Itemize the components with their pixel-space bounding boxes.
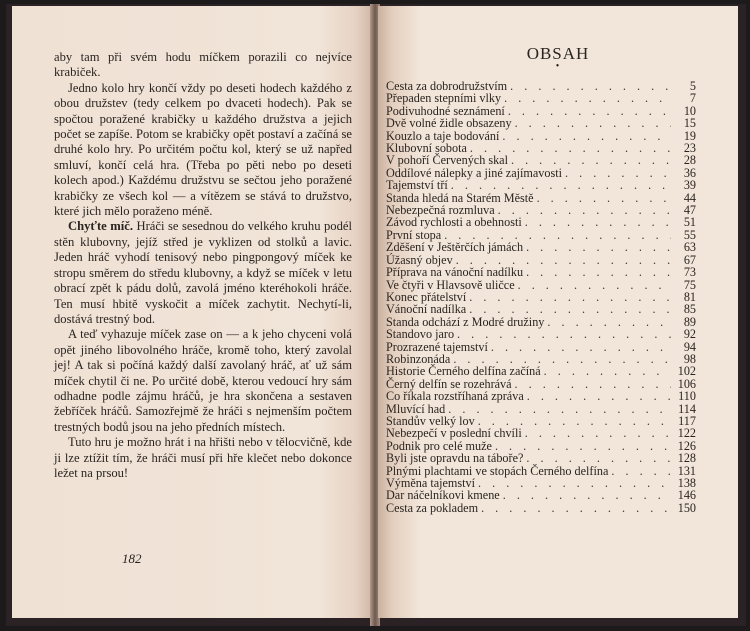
toc-entry-title: Robinzonáda (386, 351, 451, 366)
toc-entry-page: 51 (683, 215, 696, 230)
toc-leader-dots (518, 279, 671, 291)
toc-entry-title: Klubovní sobota (386, 141, 467, 156)
toc-leader-dots (491, 341, 671, 353)
toc-entry-title: Prozrazené tajemství (386, 339, 488, 354)
toc-entry-page: 117 (678, 413, 696, 428)
toc-entry-title: Standa hledá na Starém Městě (386, 190, 534, 205)
left-page-text (54, 50, 352, 481)
toc-entry-title: V pohoří Červených skal (386, 153, 508, 168)
toc-entry (386, 365, 696, 377)
toc-entry-title: Nebezpečná rozmluva (386, 203, 495, 218)
toc-entry-title: Cesta za dobrodružstvím (386, 79, 508, 93)
toc-leader-dots (503, 489, 671, 501)
toc-entry-title: Plnými plachtami ve stopách Černého delfína (386, 463, 609, 478)
toc-leader-dots (502, 130, 671, 142)
toc-entry-page: 10 (683, 103, 696, 118)
toc-entry-title: Mluvící had (386, 401, 446, 416)
toc-entry-page: 73 (683, 265, 696, 280)
toc-entry-title: Černý delfín se rozehrává (386, 376, 512, 391)
toc-leader-dots (457, 328, 671, 340)
toc-entry-title: Zděšení v Ještěrčích jámách (386, 240, 524, 255)
right-page (378, 6, 738, 618)
toc-entry-page: 36 (683, 165, 696, 180)
toc-leader-dots (469, 291, 671, 303)
toc-leader-dots (478, 477, 671, 489)
toc-entry-page: 114 (678, 401, 696, 416)
toc-leader-dots (469, 303, 671, 315)
toc-entry-title: Podivuhodné seznámení (386, 103, 505, 118)
page-number: 182 (122, 551, 142, 566)
toc-entry-title: Konec přátelství (386, 289, 467, 304)
toc-entry-title: Závod rychlosti a obehnosti (386, 215, 522, 230)
toc-entry-page: 89 (683, 314, 696, 329)
toc-entry-title: Kouzlo a taje bodování (386, 128, 500, 143)
toc-entry-page: 63 (683, 240, 696, 255)
toc-entry (386, 241, 696, 253)
left-page (12, 6, 374, 618)
toc-entry-page: 102 (677, 364, 696, 379)
toc-entry-title: Příprava na vánoční nadílku (386, 265, 524, 280)
toc-entry-page: 15 (683, 116, 696, 131)
toc-leader-dots (611, 465, 671, 477)
toc-entry-page: 23 (683, 141, 696, 156)
toc-entry-title: Dvě volné židle obsazeny (386, 116, 512, 131)
toc-entry-page: 131 (677, 463, 696, 478)
toc-leader-dots (525, 216, 671, 228)
open-book (6, 4, 746, 626)
toc-entry-title: Oddílové nálepky a jiné zajímavosti (386, 165, 562, 180)
toc-entry-page: 98 (683, 351, 696, 366)
toc-entry-title: Cesta za pokladem (386, 500, 479, 515)
toc-leader-dots (525, 427, 671, 439)
toc-entry-page: 47 (683, 203, 696, 218)
toc-heading (378, 44, 738, 70)
toc-entry-title: Vánoční nadílka (386, 302, 467, 317)
toc-leader-dots (526, 452, 671, 464)
table-of-contents (386, 80, 696, 514)
ornament-dot: • (555, 61, 561, 72)
toc-entry-title: Standovo jaro (386, 327, 455, 342)
toc-entry-title: Přepaden stepními vlky (386, 91, 502, 106)
toc-entry-page: 85 (683, 302, 696, 317)
toc-entry-title: Co říkala rozstříhaná zpráva (386, 389, 524, 404)
toc-title: OBSAH (526, 44, 590, 63)
toc-entry (386, 328, 696, 340)
toc-leader-dots (481, 502, 671, 514)
toc-entry (386, 266, 696, 278)
toc-entry-page: 67 (683, 252, 696, 267)
paragraph: A teď vyhazuje míček zase on — a k jeho chyceni volá opět jiného libovolného hráče, kromě toho, který zavolal jej! A tak si počíná každý další zavolaný hráč, ať už sám míček chytil či ne. Po určité době, kterou vedoucí hry sám odhadne podle zájmu hráčů, je hra skončena a sestaven žebříček hráčů. Samozřejmě že hráči s nejmenším počtem trestných bodů jsou na jeho předních místech. (54, 327, 352, 434)
toc-leader-dots (526, 266, 671, 278)
section-paragraph (54, 219, 352, 327)
toc-entry-page: 92 (683, 327, 696, 342)
toc-entry-title: Tajemství tří (386, 178, 448, 193)
toc-entry-title: Standa odchází z Modré družiny (386, 314, 545, 329)
paragraph: Tuto hru je možno hrát i na hřišti nebo v tělocvičně, kde ji lze ztížit tím, že hráči musí při hře klečet nebo dokonce ležet na prsou! (54, 435, 352, 480)
toc-entry-page: 7 (689, 91, 696, 106)
toc-entry (386, 427, 696, 439)
toc-entry (386, 216, 696, 228)
toc-entry-title: Ve čtyři v Hlavsově uličce (386, 277, 515, 292)
toc-leader-dots (547, 316, 671, 328)
toc-entry (386, 390, 696, 402)
toc-entry (386, 117, 696, 129)
toc-entry-page: 75 (683, 277, 696, 292)
toc-leader-dots (565, 167, 671, 179)
toc-leader-dots (511, 154, 671, 166)
section-title: Chyťte míč. (68, 219, 133, 234)
toc-entry (386, 489, 696, 501)
toc-entry (386, 502, 696, 514)
toc-leader-dots (504, 92, 671, 104)
toc-entry-page: 126 (677, 438, 696, 453)
toc-entry-title: Nebezpečí v poslední chvíli (386, 426, 522, 441)
toc-leader-dots (498, 204, 671, 216)
toc-entry-page: 94 (683, 339, 696, 354)
toc-entry-title: Podnik pro celé muže (386, 438, 492, 453)
toc-entry-page: 19 (683, 128, 696, 143)
toc-entry-page: 110 (678, 389, 696, 404)
toc-leader-dots (544, 365, 671, 377)
toc-entry (386, 92, 696, 104)
toc-entry-page: 128 (677, 451, 696, 466)
toc-leader-dots (537, 192, 671, 204)
toc-entry-title: Výměna tajemství (386, 476, 476, 490)
toc-entry-page: 55 (683, 227, 696, 242)
toc-leader-dots (526, 241, 671, 253)
toc-entry (386, 303, 696, 315)
toc-entry (386, 154, 696, 166)
toc-entry-page: 5 (689, 79, 696, 93)
toc-entry-page: 106 (677, 376, 696, 391)
toc-entry-page: 146 (677, 488, 696, 503)
toc-entry-title: Standův velký lov (386, 413, 475, 428)
toc-leader-dots (510, 80, 671, 92)
toc-entry-title: Historie Černého delfína začíná (386, 364, 541, 379)
toc-leader-dots (515, 117, 671, 129)
toc-entry-page: 138 (677, 476, 696, 490)
toc-entry-page: 81 (683, 289, 696, 304)
toc-entry-page: 122 (677, 426, 696, 441)
toc-entry-title: Dar náčelníkovi kmene (386, 488, 500, 503)
toc-leader-dots (448, 403, 671, 415)
toc-entry-title: Byli jste opravdu na táboře? (386, 451, 524, 466)
toc-leader-dots (515, 378, 671, 390)
toc-entry-page: 44 (683, 190, 696, 205)
toc-entry-title: První stopa (386, 227, 442, 242)
toc-entry-page: 150 (677, 500, 696, 515)
toc-entry-page: 28 (683, 153, 696, 168)
toc-entry (386, 179, 696, 191)
toc-entry (386, 452, 696, 464)
toc-leader-dots (451, 179, 671, 191)
toc-leader-dots (527, 390, 671, 402)
paragraph: Jedno kolo hry končí vždy po deseti hodech každého z obou družstev (tedy celkem po dvaceti hodech). Pak se spočtou poražené krabičky u každého družstva a jejich počet se zapíše. Potom se krabičky opět postaví a začíná se druhé kolo hry. Po určitém počtu kol, který se už napřed smluví, končí celá hra. (Třeba po pěti nebo po deseti kolech apod.) Každému družstvu se sečtou jeho poražené krabičky ze všech kol — a vítězem se stává to družstvo, které jich mělo poraženo méně. (54, 80, 352, 219)
toc-entry-page: 39 (683, 178, 696, 193)
paragraph: Hráči se sesednou do velkého kruhu podél stěn klubovny, jejíž střed je vyklizen od stolků a lavic. Jeden hráč vyhodí tenisový nebo pingpongový míček ke stropu směrem do středu klubovny, a když se míček v letu obrací zpět k pádu dolů, zavolá jméno kteréhokoli hráče. Ten musí hbitě vyskočit a míček zachytit. Nechytí-li, dostává trestný bod. (54, 219, 352, 326)
toc-leader-dots (508, 105, 671, 117)
toc-entry-title: Úžasný objev (386, 252, 453, 267)
paragraph: aby tam při svém hodu míčkem porazili co nejvíce krabiček. (54, 50, 352, 80)
